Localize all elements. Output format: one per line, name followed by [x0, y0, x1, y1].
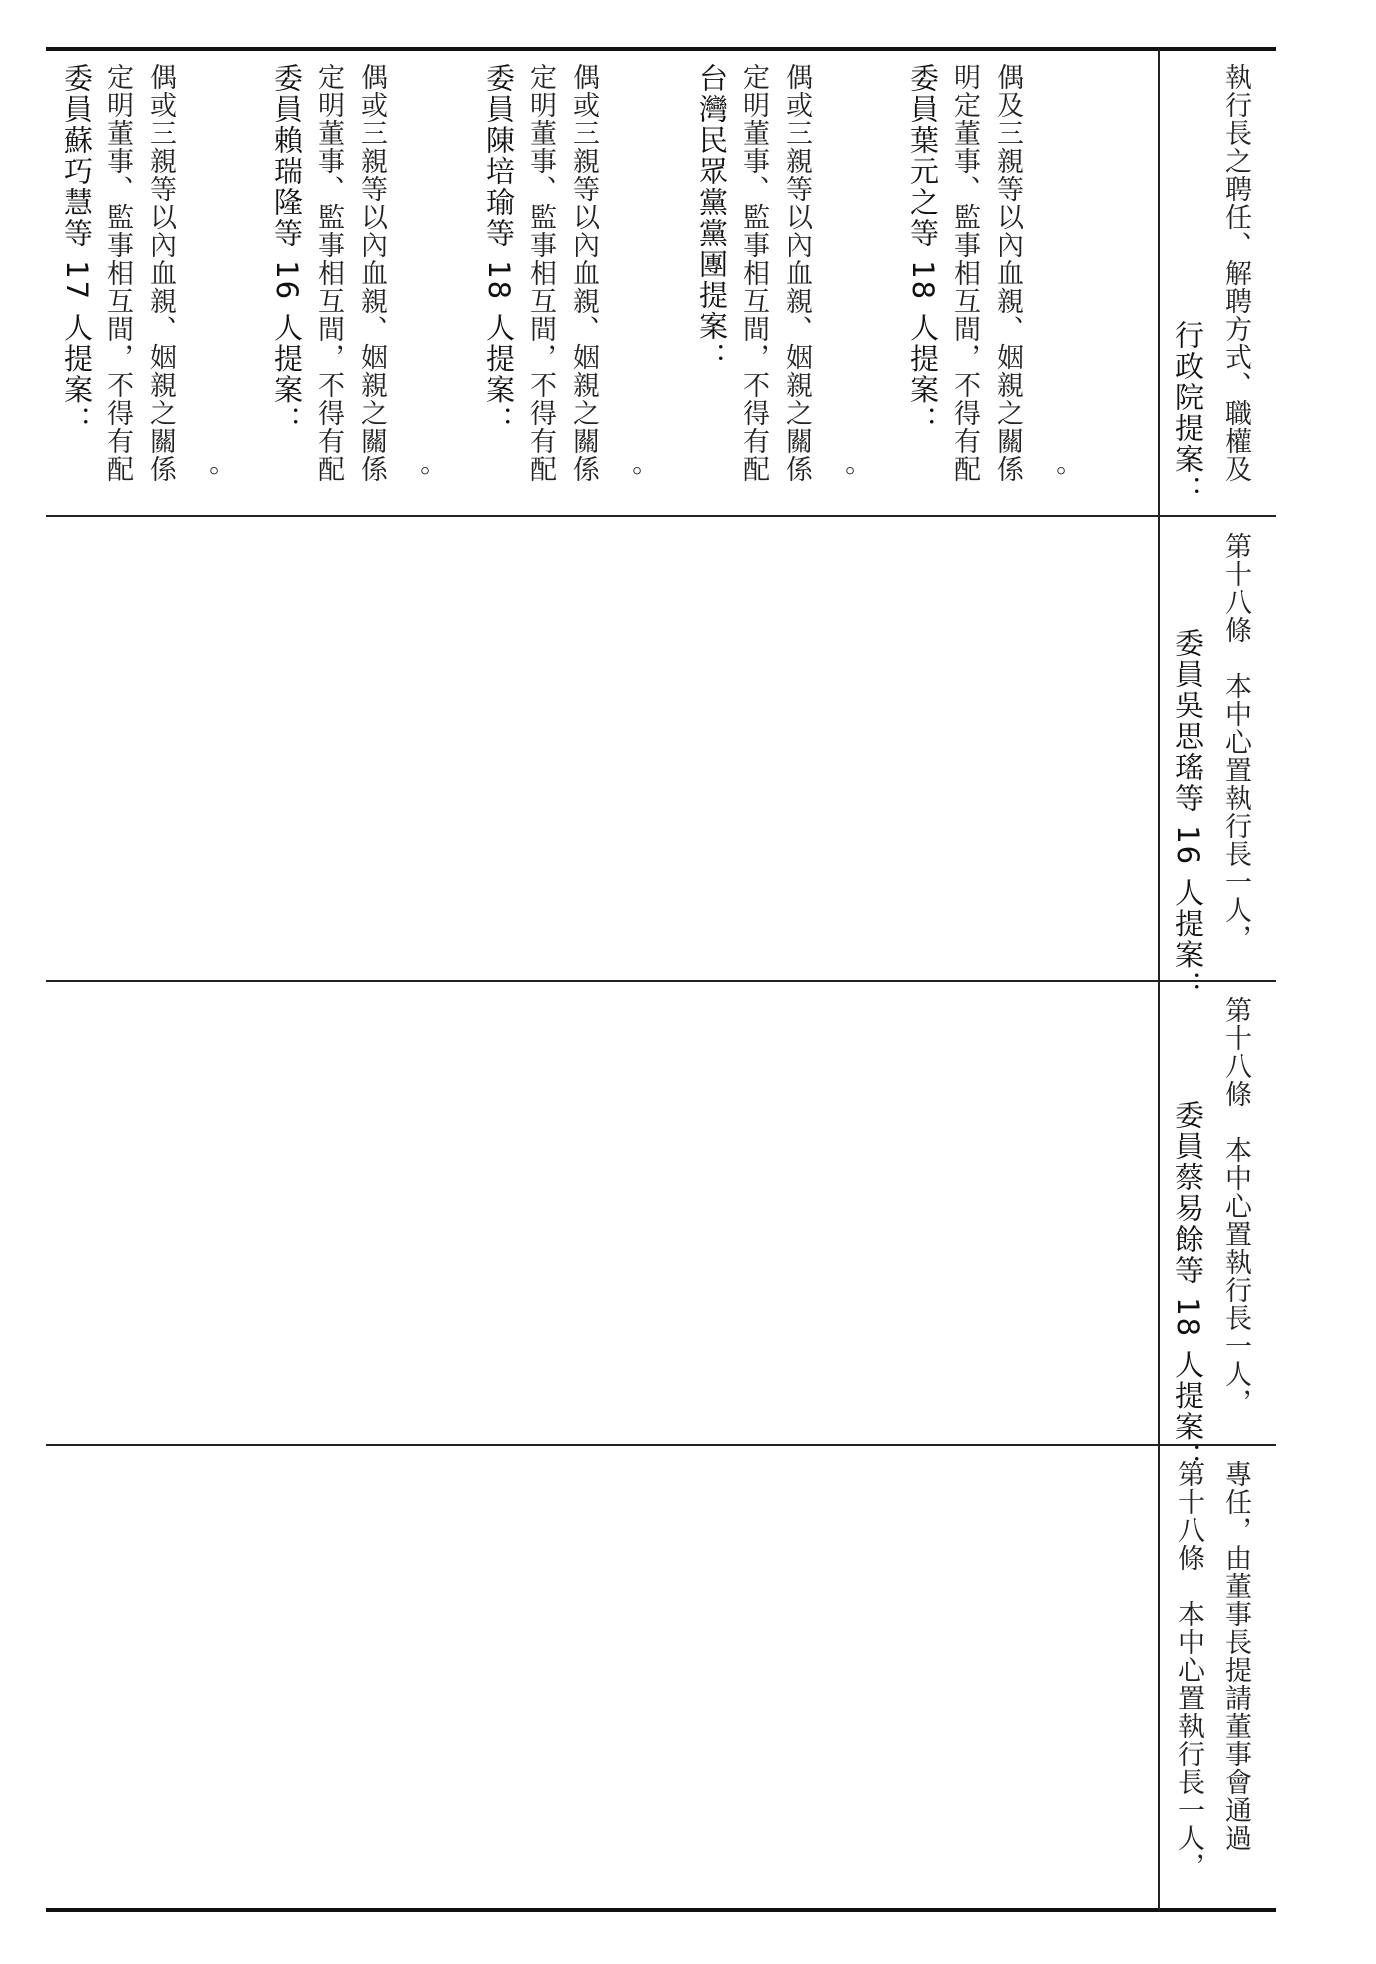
proposal-heading-3: 委員陳培瑜等 18 人提案：: [482, 63, 516, 437]
proposal-line-3-1: 定明董事、監事相互間，不得有配: [525, 63, 556, 483]
proposal-heading-4: 台灣民眾黨黨團提案：: [695, 63, 729, 373]
proposal-line-1-3: 。: [188, 465, 219, 493]
proposal-heading-2: 委員賴瑞隆等 16 人提案：: [270, 63, 304, 437]
proposal-line-5-3: 。: [1035, 465, 1066, 493]
article-line-4-2: 專任，由董事長提請董事會通過: [1220, 1460, 1251, 1852]
cell-divider-1: [46, 515, 1276, 517]
proposal-line-5-1: 明定董事、監事相互間，不得有配: [949, 63, 980, 483]
cell-divider-2: [46, 980, 1276, 982]
proposal-heading-5: 委員葉元之等 18 人提案：: [906, 63, 940, 437]
proposal-line-2-3: 。: [399, 465, 430, 493]
article-line-1-1: 執行長之聘任、解聘方式、職權及: [1220, 63, 1251, 483]
proposal-line-1-2: 偶或三親等以內血親、姻親之關係: [145, 63, 176, 483]
proposal-heading-1: 委員蘇巧慧等 17 人提案：: [60, 63, 94, 437]
proposal-line-1-1: 定明董事、監事相互間，不得有配: [102, 63, 133, 483]
article-heading-2: 委員吳思瑤等 16 人提案：: [1171, 628, 1205, 1002]
table-top-border: [46, 47, 1276, 51]
article-line-3-1: 第十八條 本中心置執行長一人，: [1220, 996, 1251, 1416]
proposal-line-5-2: 偶及三親等以內血親、姻親之關係: [992, 63, 1023, 483]
proposal-line-3-3: 。: [611, 465, 642, 493]
proposal-line-4-2: 偶或三親等以內血親、姻親之關係: [781, 63, 812, 483]
article-line-4-1: 第十八條 本中心置執行長一人，: [1173, 1460, 1204, 1880]
cell-divider-3: [46, 1444, 1276, 1446]
proposal-line-4-3: 。: [824, 465, 855, 493]
proposal-line-3-2: 偶或三親等以內血親、姻親之關係: [568, 63, 599, 483]
article-heading-3: 委員蔡易餘等 18 人提案：: [1171, 1100, 1205, 1474]
article-line-2-1: 第十八條 本中心置執行長一人，: [1220, 532, 1251, 952]
proposal-line-2-2: 偶或三親等以內血親、姻親之關係: [356, 63, 387, 483]
table-bottom-border: [46, 1908, 1276, 1912]
article-heading-1: 行政院提案：: [1171, 320, 1205, 506]
proposal-line-4-1: 定明董事、監事相互間，不得有配: [738, 63, 769, 483]
proposal-line-2-1: 定明董事、監事相互間，不得有配: [313, 63, 344, 483]
